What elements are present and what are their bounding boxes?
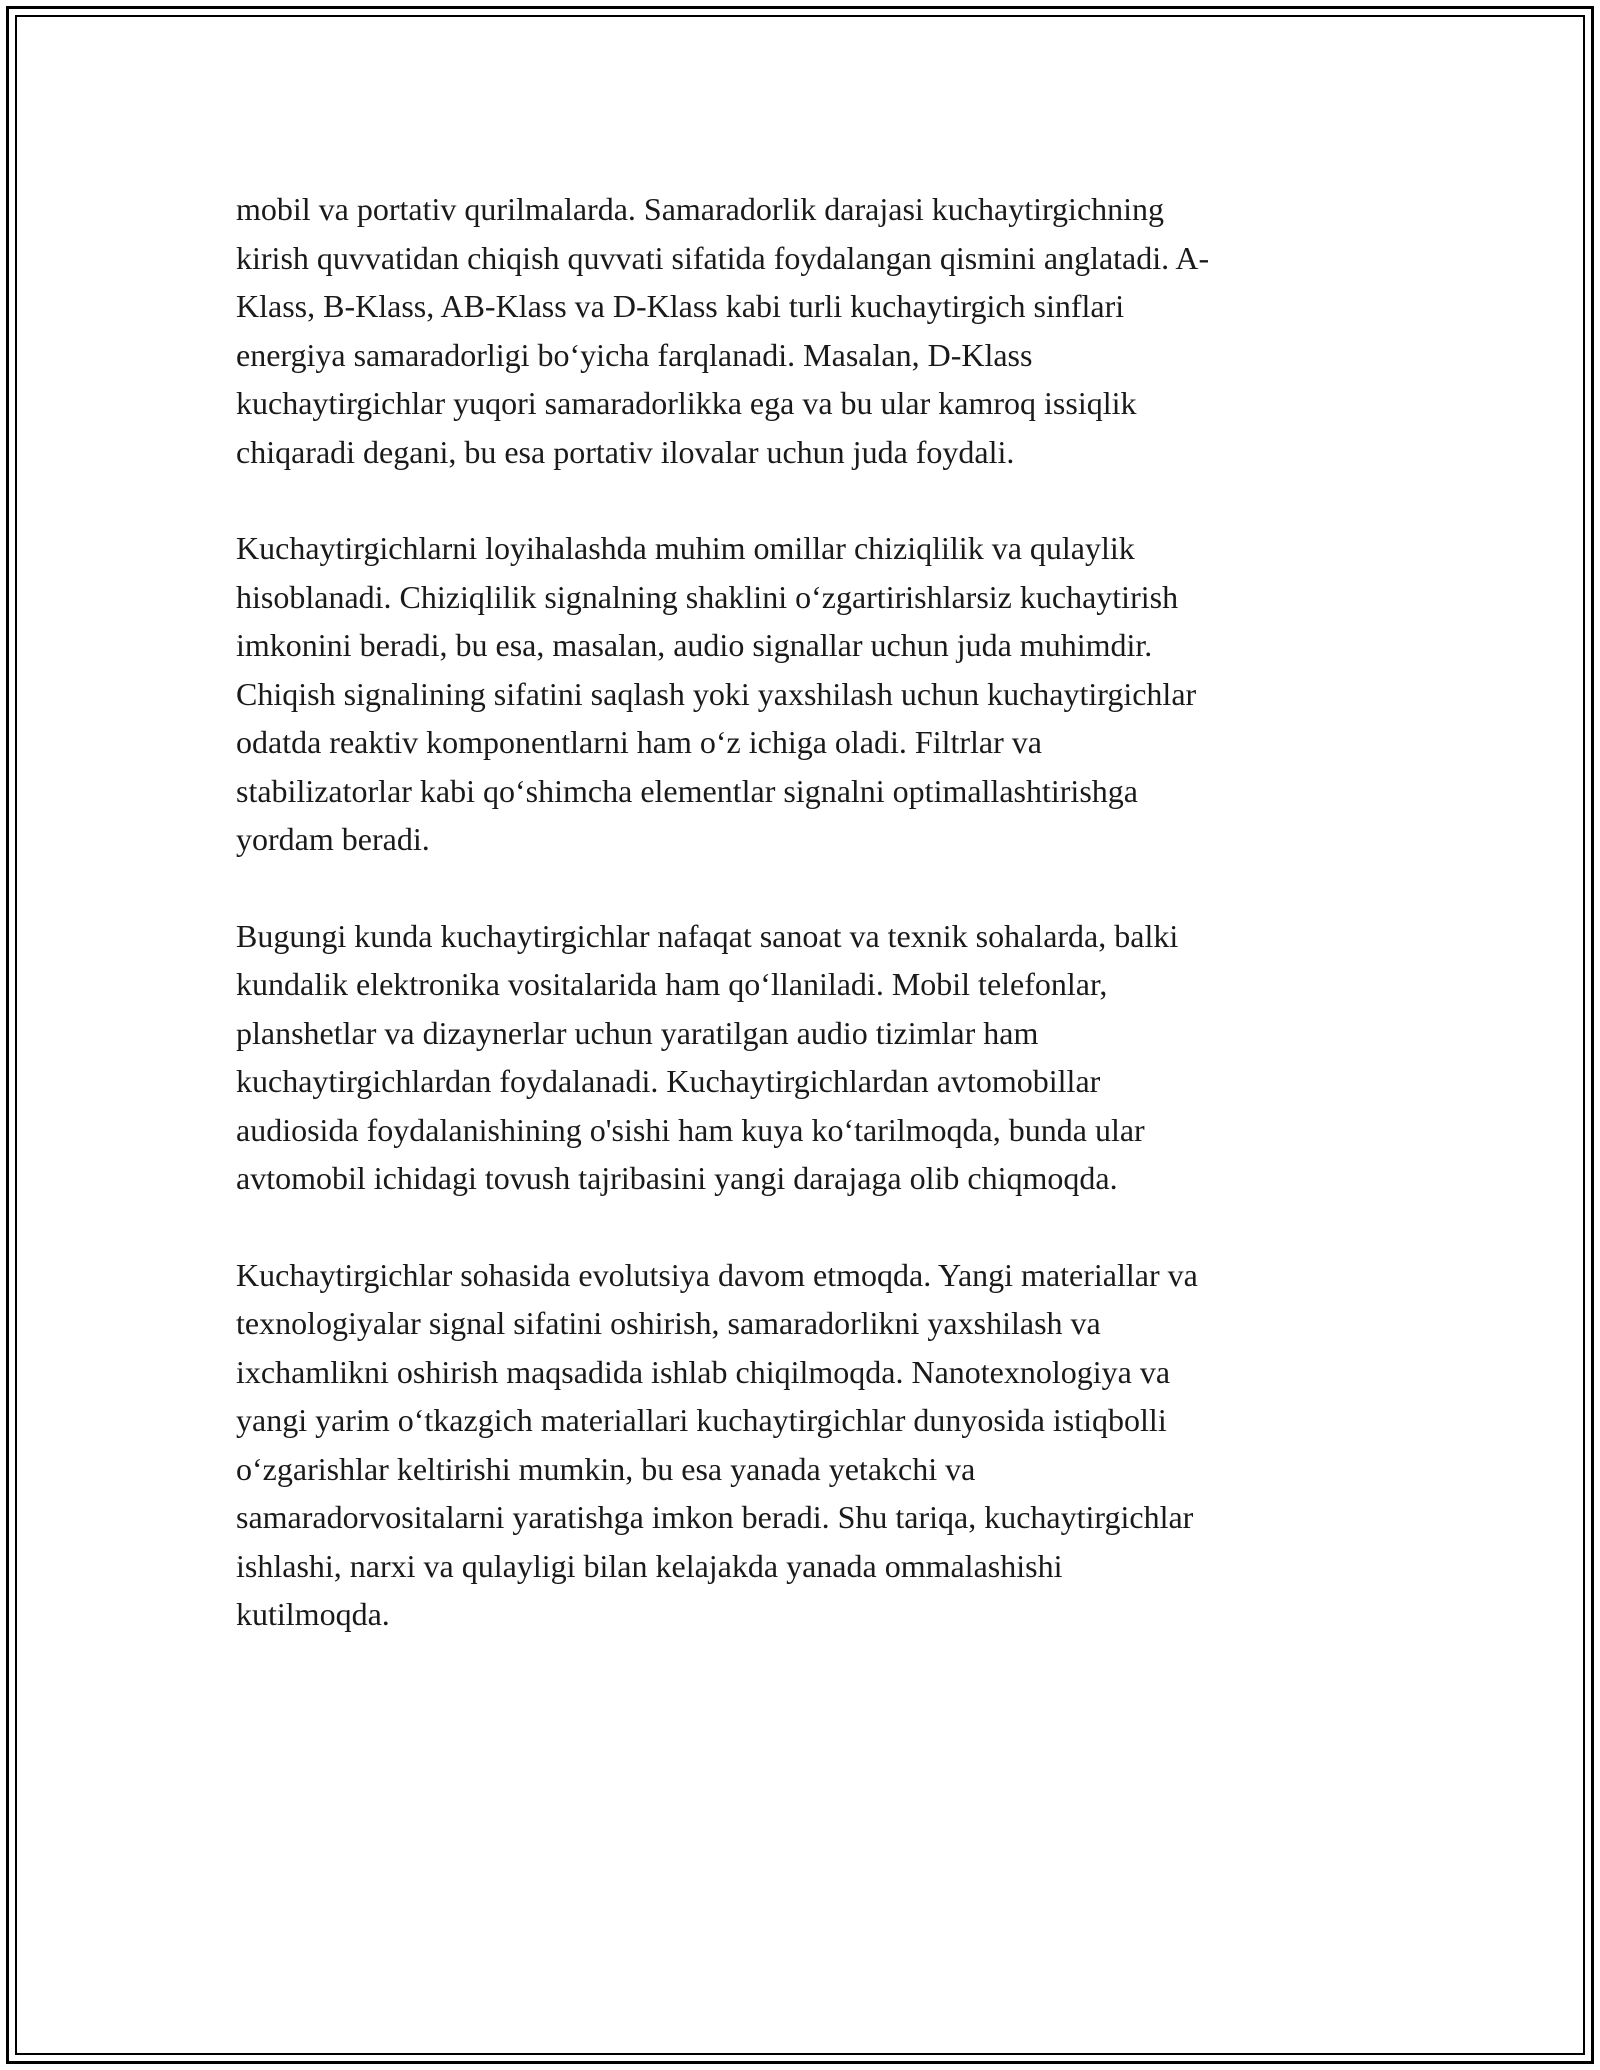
text-line: hisoblanadi. Chiziqlilik signalning shaklini o‘zgartirishlarsiz kuchaytirish bbox=[236, 578, 1179, 615]
text-line: chiqaradi degani, bu esa portativ ilovalar uchun juda foydali. bbox=[236, 433, 1015, 470]
text-line: kuchaytirgichlar yuqori samaradorlikka ega va bu ular kamroq issiqlik bbox=[236, 385, 1137, 421]
text-line: o‘zgarishlar keltirishi mumkin, bu esa yanada yetakchi va bbox=[236, 1450, 976, 1487]
paragraph-3 bbox=[236, 912, 1364, 1203]
text-line: imkonini beradi, bu esa, masalan, audio signallar uchun juda muhimdir. bbox=[236, 627, 1153, 663]
text-line: kirish quvvatidan chiqish quvvati sifatida foydalangan qismini anglatadi. A- bbox=[236, 239, 1210, 276]
text-line: Chiqish signalining sifatini saqlash yoki yaxshilash uchun kuchaytirgichlar bbox=[236, 675, 1197, 712]
text-line: ixchamlikni oshirish maqsadida ishlab chiqilmoqda. Nanotexnologiya va bbox=[236, 1353, 1171, 1390]
text-line: audiosida foydalanishining o'sishi ham kuya ko‘tarilmoqda, bunda ular bbox=[236, 1111, 1145, 1148]
text-line: stabilizatorlar kabi qo‘shimcha elementlar signalni optimallashtirishga bbox=[236, 772, 1138, 809]
text-line: samaradorvositalarni yaratishga imkon beradi. Shu tariqa, kuchaytirgichlar bbox=[236, 1499, 1194, 1535]
text-line: Kuchaytirgichlarni loyihalashda muhim omillar chiziqlilik va qulaylik bbox=[236, 530, 1135, 566]
paragraph-2 bbox=[236, 524, 1364, 864]
text-line: kuchaytirgichlardan foydalanadi. Kuchaytirgichlardan avtomobillar bbox=[236, 1063, 1101, 1099]
text-line: mobil va portativ qurilmalarda. Samaradorlik darajasi kuchaytirgichning bbox=[236, 191, 1165, 227]
text-line: planshetlar va dizaynerlar uchun yaratilgan audio tizimlar ham bbox=[236, 1014, 1039, 1051]
document-body bbox=[236, 185, 1364, 1687]
text-line: ishlashi, narxi va qulayligi bilan kelajakda yanada ommalashishi bbox=[236, 1547, 1063, 1584]
text-line: Bugungi kunda kuchaytirgichlar nafaqat sanoat va texnik sohalarda, balki bbox=[236, 917, 1179, 954]
paragraph-4 bbox=[236, 1251, 1364, 1639]
text-line: yordam beradi. bbox=[236, 821, 430, 857]
text-line: energiya samaradorligi bo‘yicha farqlanadi. Masalan, D-Klass bbox=[236, 336, 1033, 373]
text-line: avtomobil ichidagi tovush tajribasini yangi darajaga olib chiqmoqda. bbox=[236, 1160, 1118, 1196]
text-line: kundalik elektronika vositalarida ham qo‘llaniladi. Mobil telefonlar, bbox=[236, 966, 1108, 1002]
text-line: Kuchaytirgichlar sohasida evolutsiya davom etmoqda. Yangi materiallar va bbox=[236, 1256, 1198, 1293]
text-line: kutilmoqda. bbox=[236, 1596, 390, 1632]
paragraph-1 bbox=[236, 185, 1364, 476]
text-line: yangi yarim o‘tkazgich materiallari kuchaytirgichlar dunyosida istiqbolli bbox=[236, 1402, 1167, 1438]
text-line: texnologiyalar signal sifatini oshirish, samaradorlikni yaxshilash va bbox=[236, 1305, 1101, 1341]
text-line: odatda reaktiv komponentlarni ham o‘z ichiga oladi. Filtrlar va bbox=[236, 724, 1042, 760]
text-line: Klass, B-Klass, AB-Klass va D-Klass kabi turli kuchaytirgich sinflari bbox=[236, 288, 1125, 324]
